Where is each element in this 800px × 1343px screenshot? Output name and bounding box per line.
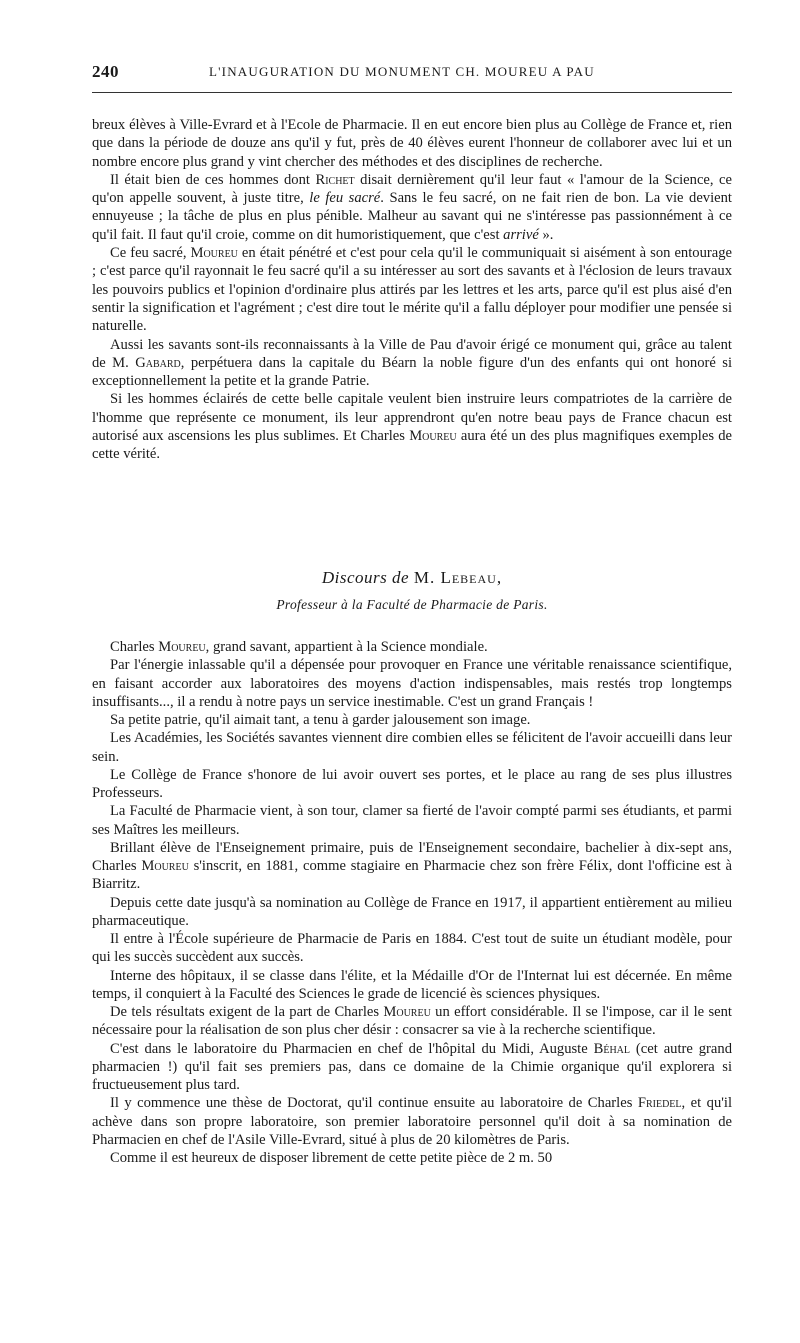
paragraph-text: en était pénétré et c'est pour cela qu'il le communiquait si aisément à son entourage ; c'est parce qu'il rayonnait le feu sacré qu'il a su intéresser au sort des savants et à l'éclosion de leurs travaux les pouvoirs publics et l'opinion d'ordinaire plus attirés par les lettres et les arts, parce qu'il est plus aisé d'en sentir la signification et l'agrément ; c'est dire tout le mérite qu'il a fallu déployer pour modifier une pensée si naturelle. bbox=[92, 245, 732, 335]
paragraph-text: breux élèves à Ville-Evrard et à l'Ecole de Pharmacie. Il en eut encore bien plus au Collège de France et, rien que dans la période de douze ans qu'il y fut, près de 40 élèves eurent l'honneur de collaborer avec lui et un nombre encore plus grand y vint chercher des méthodes et des disciplines de recherche. bbox=[92, 117, 732, 170]
paragraph bbox=[92, 336, 732, 391]
paragraph: Comme il est heureux de disposer librement de cette petite pièce de 2 m. 50 bbox=[110, 1150, 553, 1166]
paragraph bbox=[92, 1094, 732, 1149]
paragraph: Depuis cette date jusqu'à sa nomination au Collège de France en 1917, il appartient entièrement au milieu pharmaceutique. bbox=[92, 894, 732, 929]
speech-body bbox=[92, 638, 732, 1167]
paragraph-text: s'inscrit, en 1881, comme stagiaire en Pharmacie chez son frère Félix, dont l'officine est à Biarritz. bbox=[92, 858, 732, 893]
paragraph bbox=[92, 839, 732, 894]
paragraph-text: aura été un des plus magnifiques exemples de cette vérité. bbox=[92, 428, 733, 463]
paragraph-text: ». bbox=[538, 226, 554, 243]
paragraph: Le Collège de France s'honore de lui avoir ouvert ses portes, et le place au rang de ses plus illustres Professeurs. bbox=[92, 766, 732, 801]
paragraph bbox=[92, 244, 732, 335]
paragraph: Il entre à l'École supérieure de Pharmacie de Paris en 1884. C'est tout de suite un étudiant modèle, pour qui les succès succèdent aux succès. bbox=[92, 931, 732, 966]
paragraph bbox=[92, 390, 732, 463]
speech-title-prefix: Discours de bbox=[321, 568, 410, 587]
paragraph-text: , perpétuera dans la capitale du Béarn la noble figure d'un des enfants qui ont honoré si exceptionnellement la petite et la grande Patrie. bbox=[92, 354, 732, 390]
paragraph-text: . Sans le feu sacré, on ne fait rien de bon. La vie devient ennuyeuse ; la tâche de plus en plus pénible. Malheur au savant qui ne s'intéresse pas passionnément à ce qu'il fait. Il faut qu'il croie, comme on dit humoristiquement, que c'est bbox=[92, 190, 732, 243]
person-name: Moureu bbox=[141, 858, 189, 874]
article-body bbox=[92, 116, 732, 464]
paragraph bbox=[92, 116, 732, 171]
paragraph-text: C'est dans le laboratoire du Pharmacien en chef de l'hôpital du Midi, Auguste bbox=[110, 1040, 594, 1057]
running-head bbox=[92, 62, 732, 86]
person-name: Richet bbox=[315, 171, 355, 188]
paragraph-text: Brillant élève de l'Enseignement primaire, puis de l'Enseignement secondaire, bachelier à dix-sept ans, Charles bbox=[92, 839, 732, 874]
paragraph: La Faculté de Pharmacie vient, à son tour, clamer sa fierté de l'avoir compté parmi ses étudiants, et parmi ses Maîtres les meilleurs. bbox=[92, 803, 732, 838]
paragraph-text: Charles bbox=[110, 639, 159, 655]
paragraph-text: , et qu'il achève dans son propre laboratoire, son premier laboratoire personnel qu'il doit à sa nomination de Pharmacien en chef de l'Asile Ville-Evrard, situé à plus de 20 kilomètres de Paris. bbox=[92, 1095, 732, 1148]
emphasis: le feu sacré bbox=[309, 190, 381, 207]
speech-heading bbox=[92, 568, 732, 613]
emphasis: arrivé bbox=[503, 226, 539, 243]
paragraph-text: De tels résultats exigent de la part de Charles bbox=[110, 1004, 384, 1020]
person-name: Béhal bbox=[593, 1040, 631, 1057]
running-title: L'INAUGURATION DU MONUMENT CH. MOUREU A PAU bbox=[209, 64, 595, 79]
paragraph-text: un effort considérable. Il se l'impose, car il le sent nécessaire pour la réalisation de son plus cher désir : consacrer sa vie à la recherche scientifique. bbox=[92, 1004, 732, 1039]
speaker-name: M. Lebeau, bbox=[413, 568, 503, 587]
paragraph-text: Ce feu sacré, bbox=[110, 245, 191, 262]
paragraph bbox=[92, 1040, 732, 1095]
person-name: Friedel bbox=[637, 1095, 682, 1112]
paragraph: Par l'énergie inlassable qu'il a dépensée pour provoquer en France une véritable renaissance scientifique, en faisant accorder aux laboratoires des moyens d'action indispensables, mais restés trop longtemps insuffisants..., il a rendu à notre pays un service inestimable. C'est un grand Français ! bbox=[92, 657, 732, 710]
header-rule bbox=[92, 92, 732, 93]
paragraph-text: , grand savant, appartient à la Science mondiale. bbox=[205, 639, 488, 655]
paragraph: Interne des hôpitaux, il se classe dans l'élite, et la Médaille d'Or de l'Internat lui est décernée. En même temps, il conquiert à la Faculté des Sciences le grade de licencié ès sciences physiques. bbox=[92, 967, 732, 1002]
page-number: 240 bbox=[92, 62, 119, 81]
paragraph-text: (cet autre grand pharmacien !) qu'il fait ses premiers pas, dans ce domaine de la Chimie organique qu'il explorera si fructueusement plus tard. bbox=[92, 1040, 732, 1093]
paragraph-text: Il était bien de ces hommes dont bbox=[110, 171, 316, 188]
paragraph bbox=[92, 1003, 732, 1040]
person-name: Moureu bbox=[158, 639, 206, 655]
speech-title bbox=[92, 568, 732, 588]
person-name: Gabard bbox=[135, 354, 181, 371]
paragraph-text: Il y commence une thèse de Doctorat, qu'il continue ensuite au laboratoire de Charles bbox=[110, 1095, 638, 1112]
paragraph: Les Académies, les Sociétés savantes viennent dire combien elles se félicitent de l'avoir accueilli dans leur sein. bbox=[92, 730, 732, 765]
person-name: Moureu bbox=[383, 1004, 431, 1020]
person-name: Moureu bbox=[190, 245, 238, 262]
paragraph: Sa petite patrie, qu'il aimait tant, a tenu à garder jalousement son image. bbox=[110, 712, 531, 728]
speaker-affiliation: Professeur à la Faculté de Pharmacie de Paris. bbox=[276, 597, 548, 612]
paragraph-text: Aussi les savants sont-ils reconnaissants à la Ville de Pau d'avoir érigé ce monument qui, grâce au talent de M. bbox=[92, 336, 732, 371]
paragraph-text: Si les hommes éclairés de cette belle capitale veulent bien instruire leurs compatriotes de la carrière de l'homme que représente ce monument, ils leur apprendront qu'en notre beau pays de France chacun est autorisé aux ascensions les plus sublimes. Et Charles bbox=[92, 391, 732, 445]
paragraph bbox=[92, 171, 732, 244]
paragraph-text: disait dernièrement qu'il leur faut « l'amour de la Science, ce qu'on appelle souvent, à juste titre, bbox=[92, 171, 732, 207]
paragraph bbox=[92, 638, 732, 656]
person-name: Moureu bbox=[409, 428, 457, 445]
